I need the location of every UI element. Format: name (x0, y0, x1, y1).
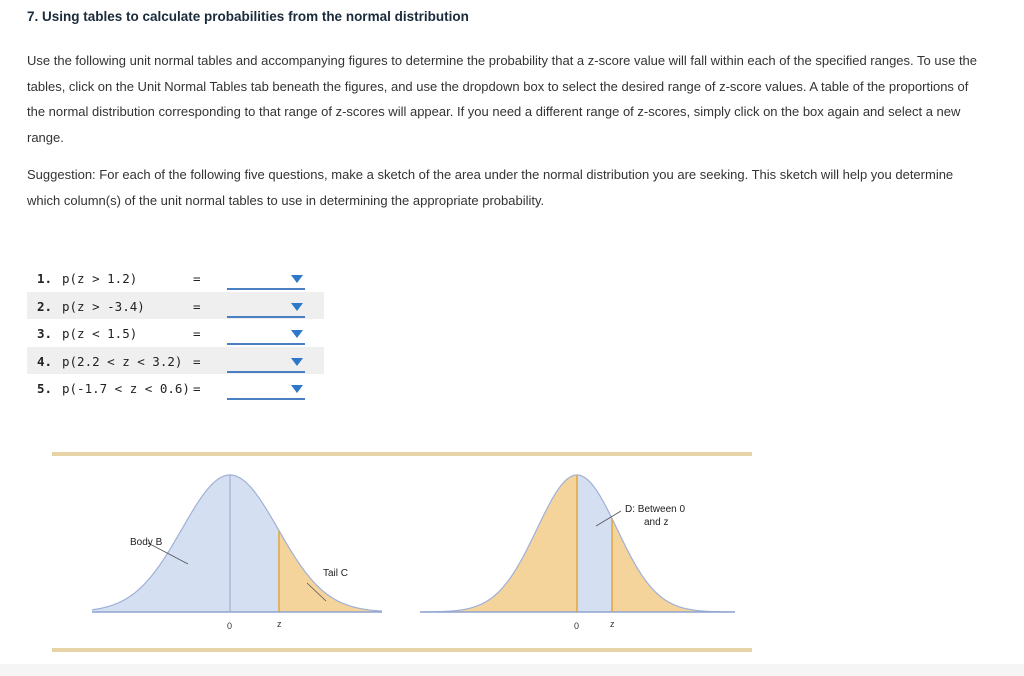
suggestion-text: Suggestion: For each of the following five questions, make a sketch of the area under the normal distribution you are seeking. This sketch will help you determine which column(s) of the unit normal tables to use in determining the appropriate probability. (27, 167, 954, 208)
answer-dropdown-3[interactable] (227, 323, 305, 345)
question-expression: p(z < 1.5) (62, 326, 138, 341)
question-number: 3. (37, 326, 53, 341)
equals-sign: = (193, 381, 201, 396)
left-figure (92, 475, 382, 631)
questions-table (27, 264, 324, 402)
answer-dropdown-1[interactable] (227, 268, 305, 290)
between-label-line1: D: Between 0 (625, 504, 686, 515)
question-number: 5. (37, 381, 53, 396)
question-number: 2. (37, 298, 53, 314)
question-expression: p(z > -3.4) (62, 298, 145, 314)
between-label-line2: and z (644, 517, 669, 528)
question-row-2 (27, 292, 324, 320)
dropdown-arrow-icon[interactable] (291, 330, 303, 338)
figure-bottom-rule (52, 648, 752, 652)
equals-sign: = (193, 271, 201, 286)
left-axis-zero: 0 (227, 621, 233, 631)
right-tail-area (612, 519, 735, 612)
right-figure (420, 475, 735, 631)
left-body-area (92, 475, 279, 612)
question-row-5 (27, 374, 324, 402)
left-axis-z: z (277, 619, 282, 629)
dropdown-arrow-icon[interactable] (291, 385, 303, 393)
question-expression: p(z > 1.2) (62, 271, 138, 286)
page-title: 7. Using tables to calculate probabilities from the normal distribution (27, 9, 469, 24)
answer-dropdown-2[interactable] (227, 296, 305, 318)
dropdown-arrow-icon[interactable] (291, 358, 303, 366)
equals-sign: = (193, 326, 201, 341)
tail-c-label: Tail C (323, 568, 349, 579)
right-between-area (577, 475, 612, 612)
dropdown-arrow-icon[interactable] (291, 275, 303, 283)
question-row-1 (27, 264, 324, 292)
figures-svg (52, 452, 752, 656)
body-b-label: Body B (130, 537, 163, 548)
normal-distribution-figures (52, 452, 752, 656)
dropdown-arrow-icon[interactable] (291, 303, 303, 311)
bottom-strip (0, 664, 1024, 676)
equals-sign: = (193, 298, 201, 314)
right-axis-zero: 0 (574, 621, 580, 631)
question-expression: p(2.2 < z < 3.2) (62, 353, 183, 369)
question-number: 4. (37, 353, 53, 369)
answer-dropdown-4[interactable] (227, 351, 305, 373)
answer-dropdown-5[interactable] (227, 378, 305, 400)
question-number: 1. (37, 271, 53, 286)
question-expression: p(-1.7 < z < 0.6) (62, 381, 190, 396)
equals-sign: = (193, 353, 201, 369)
question-row-4 (27, 347, 324, 375)
right-axis-z: z (610, 619, 615, 629)
instructions-text: Use the following unit normal tables and accompanying figures to determine the probability that a z-score value will fall within each of the specified ranges. To use the tables, click on the Unit Normal Tables tab beneath the figures, and use the dropdown box to select the desired range of z-score values. A table of the proportions of the normal distribution corresponding to that range of z-scores will appear. If you need a different range of z-scores, simply click on the box again and select a new range. (27, 53, 978, 145)
question-row-3 (27, 319, 324, 347)
